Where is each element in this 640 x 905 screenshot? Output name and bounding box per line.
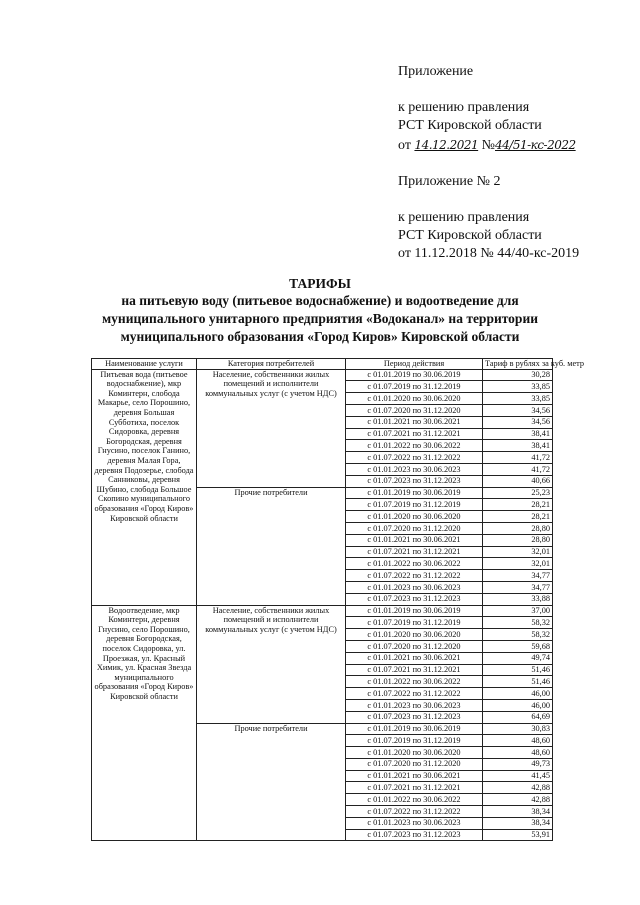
column-header-category: Категория потребителей <box>197 359 346 370</box>
tariff-cell: 41,45 <box>483 770 553 782</box>
tariff-cell: 32,01 <box>483 546 553 558</box>
tariff-cell: 40,66 <box>483 475 553 487</box>
period-cell: с 01.07.2019 по 31.12.2019 <box>346 381 483 393</box>
period-cell: с 01.01.2023 по 30.06.2023 <box>346 463 483 475</box>
decision-line: к решению правления <box>398 100 530 115</box>
period-cell: с 01.07.2021 по 31.12.2021 <box>346 428 483 440</box>
handwritten-number: 44/51-кс-2022 <box>495 138 576 152</box>
tariff-cell: 38,41 <box>483 440 553 452</box>
consumer-category-cell: Население, собственники жилых помещений и исполнители коммунальных услуг (с учетом НДС) <box>197 605 346 723</box>
period-cell: с 01.01.2020 по 30.06.2020 <box>346 393 483 405</box>
period-cell: с 01.07.2023 по 31.12.2023 <box>346 711 483 723</box>
appendix-2-label: Приложение № 2 <box>398 174 501 189</box>
period-cell: с 01.01.2022 по 30.06.2022 <box>346 794 483 806</box>
tariff-cell: 28,21 <box>483 499 553 511</box>
tariff-cell: 41,72 <box>483 463 553 475</box>
column-header-period: Период действия <box>346 359 483 370</box>
doc-subtitle-1: на питьевую воду (питьевое водоснабжение) и водоотведение для <box>121 293 519 308</box>
tariff-cell: 37,00 <box>483 605 553 617</box>
tariff-cell: 59,68 <box>483 640 553 652</box>
period-cell: с 01.01.2023 по 30.06.2023 <box>346 581 483 593</box>
period-cell: с 01.07.2022 по 31.12.2022 <box>346 688 483 700</box>
period-cell: с 01.01.2020 по 30.06.2020 <box>346 511 483 523</box>
tariff-cell: 28,21 <box>483 511 553 523</box>
from-label: от <box>398 138 411 153</box>
period-cell: с 01.01.2019 по 30.06.2019 <box>346 487 483 499</box>
period-cell: с 01.01.2021 по 30.06.2021 <box>346 416 483 428</box>
period-cell: с 01.07.2021 по 31.12.2021 <box>346 546 483 558</box>
tariff-cell: 28,80 <box>483 522 553 534</box>
period-cell: с 01.01.2021 по 30.06.2021 <box>346 652 483 664</box>
period-cell: с 01.01.2021 по 30.06.2021 <box>346 534 483 546</box>
tariff-cell: 33,85 <box>483 381 553 393</box>
period-cell: с 01.01.2019 по 30.06.2019 <box>346 723 483 735</box>
tariff-cell: 32,01 <box>483 558 553 570</box>
decision-date-line <box>398 136 576 155</box>
tariff-cell: 42,88 <box>483 794 553 806</box>
tariff-cell: 30,83 <box>483 723 553 735</box>
period-cell: с 01.07.2020 по 31.12.2020 <box>346 522 483 534</box>
period-cell: с 01.07.2022 по 31.12.2022 <box>346 452 483 464</box>
period-cell: с 01.01.2022 по 30.06.2022 <box>346 440 483 452</box>
tariff-cell: 48,60 <box>483 747 553 759</box>
tariff-cell: 58,32 <box>483 617 553 629</box>
tariff-table <box>91 358 585 841</box>
handwritten-date: 14.12.2021 <box>414 138 479 152</box>
period-cell: с 01.07.2019 по 31.12.2019 <box>346 617 483 629</box>
consumer-category-cell: Население, собственники жилых помещений и исполнители коммунальных услуг (с учетом НДС) <box>197 369 346 487</box>
period-cell: с 01.01.2019 по 30.06.2019 <box>346 369 483 381</box>
period-cell: с 01.01.2020 по 30.06.2020 <box>346 747 483 759</box>
tariff-cell: 34,56 <box>483 416 553 428</box>
table-body <box>92 369 553 841</box>
tariff-cell: 34,77 <box>483 581 553 593</box>
period-cell: с 01.07.2020 по 31.12.2020 <box>346 640 483 652</box>
tariff-cell: 51,46 <box>483 664 553 676</box>
tariff-cell: 49,73 <box>483 758 553 770</box>
period-cell: с 01.01.2020 по 30.06.2020 <box>346 629 483 641</box>
period-cell: с 01.07.2020 по 31.12.2020 <box>346 404 483 416</box>
period-cell: с 01.07.2023 по 31.12.2023 <box>346 593 483 605</box>
tariff-cell: 46,00 <box>483 699 553 711</box>
tariff-cell: 38,34 <box>483 817 553 829</box>
consumer-category-cell: Прочие потребители <box>197 487 346 605</box>
tariff-cell: 33,88 <box>483 593 553 605</box>
tariff-cell: 38,41 <box>483 428 553 440</box>
period-cell: с 01.01.2019 по 30.06.2019 <box>346 605 483 617</box>
tariff-cell: 64,69 <box>483 711 553 723</box>
table-header-row <box>92 359 553 370</box>
tariff-cell: 51,46 <box>483 676 553 688</box>
tariff-cell: 42,88 <box>483 782 553 794</box>
tariff-cell: 48,60 <box>483 735 553 747</box>
period-cell: с 01.07.2021 по 31.12.2021 <box>346 664 483 676</box>
period-cell: с 01.07.2019 по 31.12.2019 <box>346 499 483 511</box>
doc-subtitle-2: муниципального унитарного предприятия «Водоканал» на территории <box>101 311 538 326</box>
tariff-cell: 30,28 <box>483 369 553 381</box>
decision-line-2: к решению правления <box>398 210 530 225</box>
period-cell: с 01.07.2020 по 31.12.2020 <box>346 758 483 770</box>
table-row <box>92 605 553 617</box>
reference-line-2: от 11.12.2018 № 44/40-кс-2019 <box>398 246 580 261</box>
tariff-cell: 28,80 <box>483 534 553 546</box>
tariff-cell: 58,32 <box>483 629 553 641</box>
period-cell: с 01.01.2023 по 30.06.2023 <box>346 817 483 829</box>
tariff-cell: 33,85 <box>483 393 553 405</box>
period-cell: с 01.07.2023 по 31.12.2023 <box>346 829 483 841</box>
org-line: РСТ Кировской области <box>398 118 542 133</box>
doc-title: ТАРИФЫ <box>289 276 351 291</box>
tariff-cell: 34,56 <box>483 404 553 416</box>
table-row <box>92 369 553 381</box>
period-cell: с 01.07.2022 по 31.12.2022 <box>346 806 483 818</box>
period-cell: с 01.07.2021 по 31.12.2021 <box>346 782 483 794</box>
number-sign: № <box>481 138 496 153</box>
consumer-category-cell: Прочие потребители <box>197 723 346 841</box>
tariff-cell: 49,74 <box>483 652 553 664</box>
period-cell: с 01.01.2023 по 30.06.2023 <box>346 699 483 711</box>
org-line-2: РСТ Кировской области <box>398 228 542 243</box>
service-name-cell: Питьевая вода (питьевое водоснабжение), мкр Коминтерн, слобода Макарье, село Порошино, деревня Большая Субботиха, поселок Сидоровка, деревня Богородская, деревня Гнусино, поселок Ганино, деревня Малая Гора, деревня Подозерье, слобода Санниковы, деревня Шубино, слобода Большое Скопино муниципального образования «Город Киров» Кировской области <box>92 369 197 605</box>
tariff-cell: 41,72 <box>483 452 553 464</box>
period-cell: с 01.07.2023 по 31.12.2023 <box>346 475 483 487</box>
period-cell: с 01.07.2019 по 31.12.2019 <box>346 735 483 747</box>
column-header-service: Наименование услуги <box>92 359 197 370</box>
period-cell: с 01.01.2022 по 30.06.2022 <box>346 676 483 688</box>
tariff-cell: 25,23 <box>483 487 553 499</box>
period-cell: с 01.07.2022 по 31.12.2022 <box>346 570 483 582</box>
doc-subtitle-3: муниципального образования «Город Киров» Кировской области <box>120 329 520 344</box>
appendix-label: Приложение <box>398 64 474 79</box>
tariff-cell: 34,77 <box>483 570 553 582</box>
column-header-tariff: Тариф в рублях за куб. метр <box>483 359 553 370</box>
service-name-cell: Водоотведение, мкр Коминтерн, деревня Гнусино, село Порошино, деревня Богородская, поселок Сидоровка, ул. Проезжая, ул. Красный Химик, ул. Красная Звезда муниципального образования «Город Киров» Кировской области <box>92 605 197 841</box>
period-cell: с 01.01.2022 по 30.06.2022 <box>346 558 483 570</box>
tariff-cell: 46,00 <box>483 688 553 700</box>
tariff-cell: 53,91 <box>483 829 553 841</box>
period-cell: с 01.01.2021 по 30.06.2021 <box>346 770 483 782</box>
tariff-cell: 38,34 <box>483 806 553 818</box>
